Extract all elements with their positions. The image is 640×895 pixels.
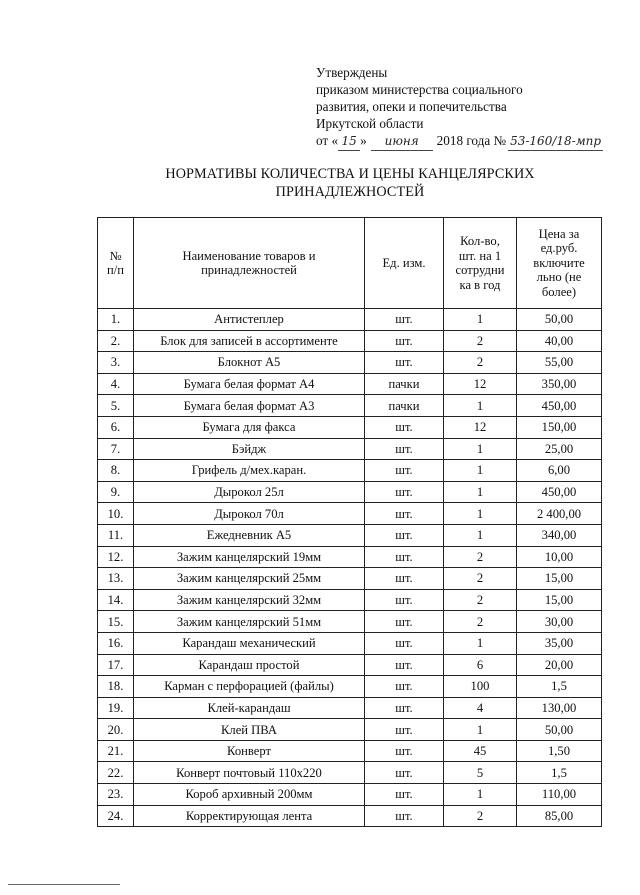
- approval-date-line: [316, 132, 603, 151]
- header-price: [517, 218, 602, 309]
- cell-qty: 1: [444, 309, 517, 331]
- order-number-handwritten: 53-160/18-мпр: [508, 133, 603, 151]
- table-row: [98, 546, 602, 568]
- cell-price: 35,00: [517, 632, 602, 654]
- cell-name: Конверт почтовый 110х220: [134, 762, 365, 784]
- cell-unit: пачки: [365, 395, 444, 417]
- cell-unit: шт.: [365, 460, 444, 482]
- approval-line: развития, опеки и попечительства: [316, 99, 507, 114]
- table-row: [98, 719, 602, 741]
- cell-unit: шт.: [365, 503, 444, 525]
- cell-price: 15,00: [517, 568, 602, 590]
- cell-unit: шт.: [365, 740, 444, 762]
- cell-num: 10.: [98, 503, 134, 525]
- cell-name: Конверт: [134, 740, 365, 762]
- cell-qty: 1: [444, 503, 517, 525]
- cell-price: 110,00: [517, 784, 602, 806]
- table-row: [98, 805, 602, 827]
- cell-name: Карандаш механический: [134, 632, 365, 654]
- table-row: [98, 373, 602, 395]
- cell-name: Клей-карандаш: [134, 697, 365, 719]
- cell-name: Зажим канцелярский 19мм: [134, 546, 365, 568]
- footer-divider: [8, 884, 120, 885]
- table-row: [98, 503, 602, 525]
- cell-unit: шт.: [365, 762, 444, 784]
- table-row: [98, 697, 602, 719]
- cell-unit: шт.: [365, 568, 444, 590]
- date-year-text: 2018 года №: [436, 133, 507, 148]
- cell-num: 1.: [98, 309, 134, 331]
- table-row: [98, 632, 602, 654]
- cell-qty: 6: [444, 654, 517, 676]
- header-text-line: Цена за: [538, 226, 580, 241]
- cell-price: 1,5: [517, 762, 602, 784]
- date-mid: »: [360, 133, 367, 148]
- cell-price: 450,00: [517, 481, 602, 503]
- cell-price: 340,00: [517, 524, 602, 546]
- cell-name: Бумага для факса: [134, 416, 365, 438]
- approval-line: Утверждены: [316, 65, 388, 80]
- cell-name: Бэйдж: [134, 438, 365, 460]
- title-line: НОРМАТИВЫ КОЛИЧЕСТВА И ЦЕНЫ КАНЦЕЛЯРСКИХ: [165, 166, 535, 182]
- table-row: [98, 395, 602, 417]
- cell-name: Зажим канцелярский 51мм: [134, 611, 365, 633]
- cell-name: Короб архивный 200мм: [134, 784, 365, 806]
- cell-name: Зажим канцелярский 25мм: [134, 568, 365, 590]
- cell-num: 20.: [98, 719, 134, 741]
- cell-price: 15,00: [517, 589, 602, 611]
- table-row: [98, 416, 602, 438]
- cell-unit: шт.: [365, 481, 444, 503]
- table-row: [98, 762, 602, 784]
- cell-num: 7.: [98, 438, 134, 460]
- cell-qty: 1: [444, 438, 517, 460]
- cell-num: 3.: [98, 352, 134, 374]
- header-text-line: ед.руб.: [540, 241, 578, 256]
- cell-num: 21.: [98, 740, 134, 762]
- cell-qty: 2: [444, 568, 517, 590]
- cell-num: 12.: [98, 546, 134, 568]
- cell-unit: шт.: [365, 784, 444, 806]
- cell-price: 25,00: [517, 438, 602, 460]
- cell-qty: 1: [444, 784, 517, 806]
- norms-table: [97, 217, 602, 827]
- cell-unit: шт.: [365, 632, 444, 654]
- table-row: [98, 676, 602, 698]
- table-row: [98, 460, 602, 482]
- header-text-line: Наименование товаров и: [182, 248, 316, 263]
- header-text-line: Ед. изм.: [382, 255, 426, 270]
- header-unit: [365, 218, 444, 309]
- cell-name: Бумага белая формат А4: [134, 373, 365, 395]
- cell-num: 18.: [98, 676, 134, 698]
- header-text-line: включите: [533, 255, 585, 270]
- cell-price: 85,00: [517, 805, 602, 827]
- approval-line: приказом министерства социального: [316, 82, 523, 97]
- approval-line: Иркутской области: [316, 116, 424, 131]
- table-row: [98, 352, 602, 374]
- table-row: [98, 481, 602, 503]
- cell-qty: 45: [444, 740, 517, 762]
- cell-unit: шт.: [365, 697, 444, 719]
- header-text-line: льно (не: [536, 270, 582, 285]
- cell-qty: 1: [444, 719, 517, 741]
- cell-unit: шт.: [365, 330, 444, 352]
- table-row: [98, 784, 602, 806]
- header-text-line: более): [541, 284, 577, 299]
- cell-qty: 2: [444, 352, 517, 374]
- cell-price: 350,00: [517, 373, 602, 395]
- cell-num: 22.: [98, 762, 134, 784]
- cell-qty: 2: [444, 330, 517, 352]
- cell-unit: шт.: [365, 654, 444, 676]
- cell-qty: 2: [444, 805, 517, 827]
- date-month-handwritten: июня: [371, 133, 433, 151]
- cell-unit: пачки: [365, 373, 444, 395]
- title-line: ПРИНАДЛЕЖНОСТЕЙ: [275, 184, 425, 200]
- cell-price: 130,00: [517, 697, 602, 719]
- cell-num: 17.: [98, 654, 134, 676]
- cell-name: Корректирующая лента: [134, 805, 365, 827]
- cell-unit: шт.: [365, 309, 444, 331]
- cell-num: 13.: [98, 568, 134, 590]
- cell-qty: 1: [444, 524, 517, 546]
- header-text-line: №: [109, 248, 122, 263]
- cell-name: Дырокол 70л: [134, 503, 365, 525]
- document-title: [0, 165, 640, 201]
- cell-name: Карандаш простой: [134, 654, 365, 676]
- table-body: [98, 309, 602, 827]
- cell-num: 8.: [98, 460, 134, 482]
- cell-unit: шт.: [365, 589, 444, 611]
- table-row: [98, 330, 602, 352]
- cell-price: 50,00: [517, 719, 602, 741]
- cell-qty: 2: [444, 589, 517, 611]
- table-header-row: [98, 218, 602, 309]
- cell-qty: 12: [444, 416, 517, 438]
- cell-name: Блокнот А5: [134, 352, 365, 374]
- cell-unit: шт.: [365, 352, 444, 374]
- cell-name: Карман с перфорацией (файлы): [134, 676, 365, 698]
- header-text-line: шт. на 1: [458, 248, 502, 263]
- cell-price: 10,00: [517, 546, 602, 568]
- cell-num: 23.: [98, 784, 134, 806]
- cell-price: 1,50: [517, 740, 602, 762]
- header-text-line: принадлежностей: [201, 263, 297, 277]
- date-prefix: от «: [316, 133, 339, 148]
- cell-num: 6.: [98, 416, 134, 438]
- cell-price: 450,00: [517, 395, 602, 417]
- cell-price: 50,00: [517, 309, 602, 331]
- header-text-line: сотрудни: [455, 263, 505, 277]
- header-num: [98, 218, 134, 309]
- cell-num: 11.: [98, 524, 134, 546]
- cell-unit: шт.: [365, 416, 444, 438]
- cell-qty: 2: [444, 611, 517, 633]
- cell-qty: 1: [444, 481, 517, 503]
- cell-num: 9.: [98, 481, 134, 503]
- cell-price: 6,00: [517, 460, 602, 482]
- cell-num: 19.: [98, 697, 134, 719]
- table-row: [98, 524, 602, 546]
- table-row: [98, 740, 602, 762]
- cell-qty: 100: [444, 676, 517, 698]
- cell-qty: 1: [444, 632, 517, 654]
- table-row: [98, 309, 602, 331]
- cell-name: Клей ПВА: [134, 719, 365, 741]
- cell-num: 24.: [98, 805, 134, 827]
- cell-num: 16.: [98, 632, 134, 654]
- header-text-line: ка в год: [459, 277, 501, 292]
- cell-unit: шт.: [365, 611, 444, 633]
- cell-qty: 2: [444, 546, 517, 568]
- cell-num: 4.: [98, 373, 134, 395]
- cell-name: Бумага белая формат А3: [134, 395, 365, 417]
- header-text-line: п/п: [107, 263, 124, 277]
- table-row: [98, 589, 602, 611]
- cell-price: 150,00: [517, 416, 602, 438]
- cell-unit: шт.: [365, 805, 444, 827]
- table-row: [98, 654, 602, 676]
- cell-unit: шт.: [365, 546, 444, 568]
- header-name: [134, 218, 365, 309]
- cell-name: Зажим канцелярский 32мм: [134, 589, 365, 611]
- cell-price: 55,00: [517, 352, 602, 374]
- cell-unit: шт.: [365, 719, 444, 741]
- table-row: [98, 568, 602, 590]
- cell-name: Ежедневник А5: [134, 524, 365, 546]
- cell-num: 15.: [98, 611, 134, 633]
- header-qty: [444, 218, 517, 309]
- cell-price: 30,00: [517, 611, 602, 633]
- approval-block: [316, 64, 603, 151]
- cell-price: 20,00: [517, 654, 602, 676]
- cell-price: 40,00: [517, 330, 602, 352]
- cell-unit: шт.: [365, 438, 444, 460]
- cell-num: 2.: [98, 330, 134, 352]
- cell-qty: 1: [444, 460, 517, 482]
- cell-price: 2 400,00: [517, 503, 602, 525]
- cell-unit: шт.: [365, 676, 444, 698]
- cell-qty: 4: [444, 697, 517, 719]
- cell-qty: 1: [444, 395, 517, 417]
- date-day-handwritten: 15: [338, 133, 360, 151]
- cell-qty: 12: [444, 373, 517, 395]
- cell-name: Блок для записей в ассортименте: [134, 330, 365, 352]
- table-row: [98, 438, 602, 460]
- cell-name: Антистеплер: [134, 309, 365, 331]
- cell-num: 5.: [98, 395, 134, 417]
- cell-name: Дырокол 25л: [134, 481, 365, 503]
- cell-price: 1,5: [517, 676, 602, 698]
- cell-name: Грифель д/мех.каран.: [134, 460, 365, 482]
- cell-num: 14.: [98, 589, 134, 611]
- cell-qty: 5: [444, 762, 517, 784]
- table-row: [98, 611, 602, 633]
- cell-unit: шт.: [365, 524, 444, 546]
- header-text-line: Кол-во,: [460, 234, 500, 248]
